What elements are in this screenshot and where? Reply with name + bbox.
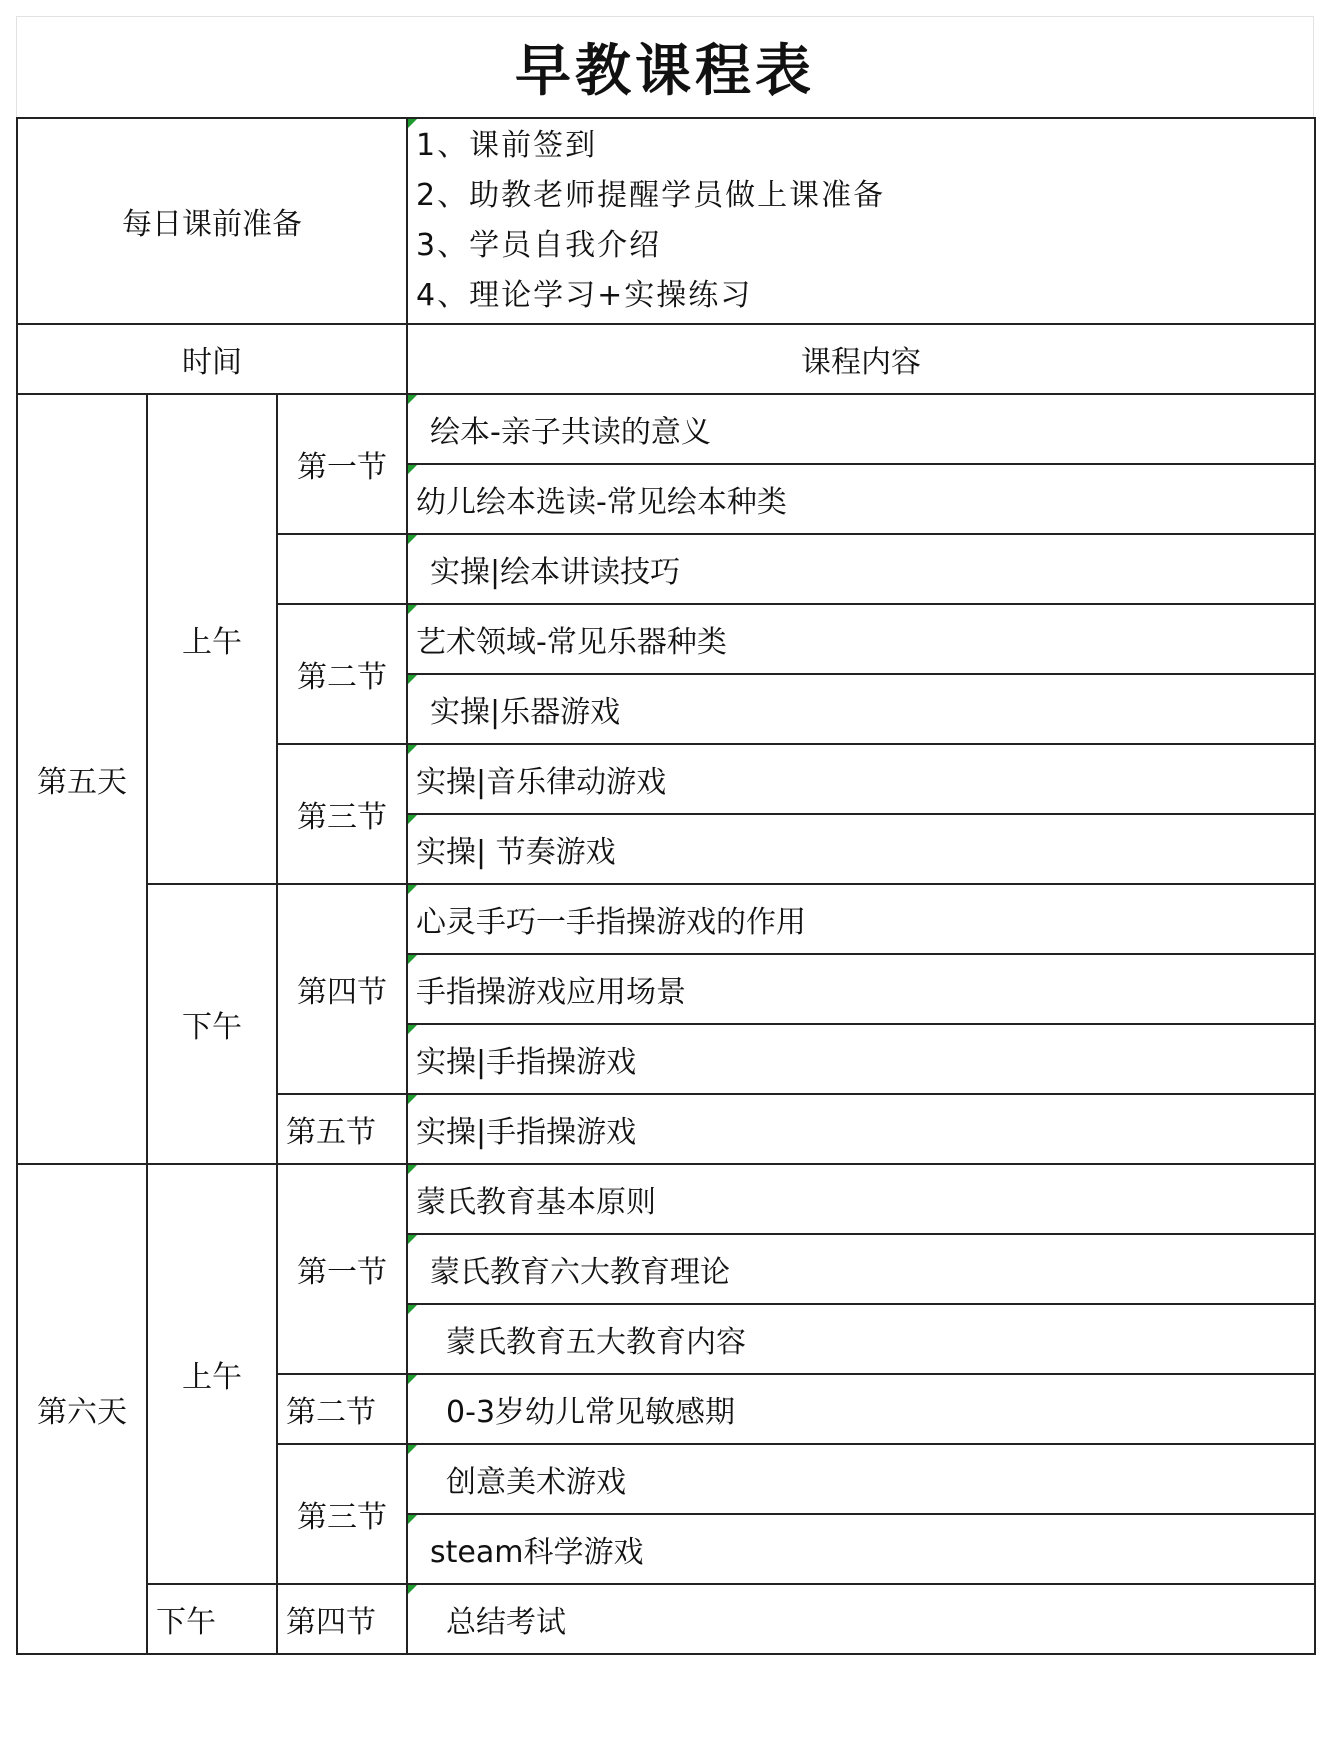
session-label: 第二节 bbox=[277, 1374, 407, 1444]
header-content: 课程内容 bbox=[407, 324, 1315, 394]
prep-item: 1、课前签到 bbox=[416, 128, 598, 163]
prep-label: 每日课前准备 bbox=[17, 118, 407, 324]
table-row bbox=[17, 884, 1315, 954]
session-label: 第五节 bbox=[277, 1094, 407, 1164]
session-label: 第二节 bbox=[277, 604, 407, 744]
course-cell: 实操|绘本讲读技巧 bbox=[407, 534, 1315, 604]
course-cell: 总结考试 bbox=[407, 1584, 1315, 1654]
session-label: 第四节 bbox=[277, 884, 407, 1094]
day-label: 第六天 bbox=[17, 1164, 147, 1654]
prep-item: 3、学员自我介绍 bbox=[416, 228, 662, 263]
schedule-sheet bbox=[16, 16, 1314, 1727]
session-label: 第三节 bbox=[277, 744, 407, 884]
prep-item: 2、助教老师提醒学员做上课准备 bbox=[416, 178, 886, 213]
title-bar bbox=[16, 16, 1314, 117]
course-cell: 创意美术游戏 bbox=[407, 1444, 1315, 1514]
course-cell: 心灵手巧一手指操游戏的作用 bbox=[407, 884, 1315, 954]
session-label: 第一节 bbox=[277, 1164, 407, 1374]
period-label: 下午 bbox=[147, 884, 277, 1164]
course-cell: 实操|手指操游戏 bbox=[407, 1024, 1315, 1094]
course-cell: 蒙氏教育六大教育理论 bbox=[407, 1234, 1315, 1304]
course-cell: 实操| 节奏游戏 bbox=[407, 814, 1315, 884]
course-cell: 蒙氏教育基本原则 bbox=[407, 1164, 1315, 1234]
empty-session-cell bbox=[277, 534, 407, 604]
prep-row bbox=[17, 118, 1315, 324]
period-label: 上午 bbox=[147, 1164, 277, 1584]
course-cell: 实操|乐器游戏 bbox=[407, 674, 1315, 744]
page-title: 早教课程表 bbox=[515, 39, 815, 104]
course-cell: 实操|音乐律动游戏 bbox=[407, 744, 1315, 814]
period-label: 上午 bbox=[147, 394, 277, 884]
table-row bbox=[17, 1584, 1315, 1654]
session-label: 第四节 bbox=[277, 1584, 407, 1654]
table-row bbox=[17, 394, 1315, 464]
course-cell: 实操|手指操游戏 bbox=[407, 1094, 1315, 1164]
course-cell: 幼儿绘本选读-常见绘本种类 bbox=[407, 464, 1315, 534]
header-row bbox=[17, 324, 1315, 394]
table-row bbox=[17, 1164, 1315, 1234]
schedule-table bbox=[16, 117, 1316, 1655]
session-label: 第一节 bbox=[277, 394, 407, 534]
course-cell: 0-3岁幼儿常见敏感期 bbox=[407, 1374, 1315, 1444]
course-cell: 手指操游戏应用场景 bbox=[407, 954, 1315, 1024]
day-label: 第五天 bbox=[17, 394, 147, 1164]
prep-list bbox=[407, 118, 1315, 324]
course-cell: steam科学游戏 bbox=[407, 1514, 1315, 1584]
header-time: 时间 bbox=[17, 324, 407, 394]
period-label: 下午 bbox=[147, 1584, 277, 1654]
course-cell: 艺术领域-常见乐器种类 bbox=[407, 604, 1315, 674]
session-label: 第三节 bbox=[277, 1444, 407, 1584]
prep-item: 4、理论学习+实操练习 bbox=[416, 278, 753, 313]
course-cell: 蒙氏教育五大教育内容 bbox=[407, 1304, 1315, 1374]
course-cell: 绘本-亲子共读的意义 bbox=[407, 394, 1315, 464]
